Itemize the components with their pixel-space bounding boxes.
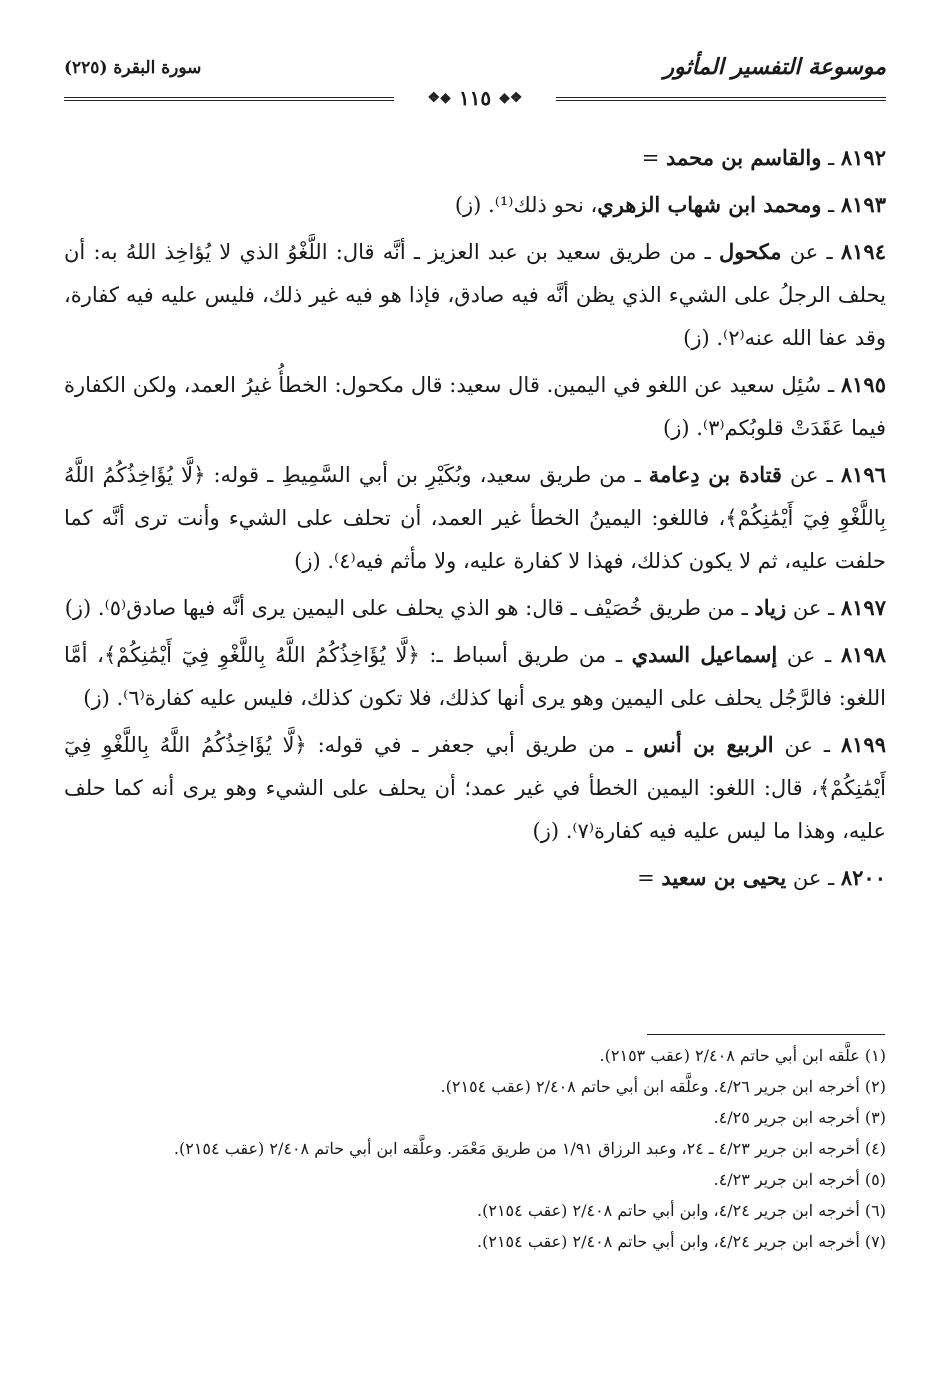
narration-entry — [64, 136, 886, 180]
entry-number: ٨١٩٧ — [840, 595, 886, 620]
footnote: (٥) أخرجه ابن جرير ٤/٢٣. — [713, 1170, 886, 1189]
narrator-name: قتادة بن دِعامة — [648, 462, 782, 487]
entry-text: ، نحو ذلك⁽¹⁾. (ز) — [454, 193, 598, 217]
narration-entry — [64, 230, 886, 360]
entry-number: ٨١٩٦ — [840, 462, 886, 487]
surah-label: سورة البقرة (٢٢٥) — [64, 58, 202, 78]
narrator-name: الربيع بن أنس — [643, 732, 774, 757]
entry-prefix: ـ عن — [786, 596, 841, 620]
entry-number: ٨١٩٥ — [840, 372, 886, 397]
entry-number: ٨١٩٣ — [840, 192, 886, 217]
entry-number: ٨٢٠٠ — [840, 865, 886, 890]
narrator-name: ومحمد ابن شهاب الزهري — [597, 192, 822, 217]
narration-entry — [64, 586, 886, 630]
entry-text: ـ من طريق سعيد، وبُكَيْرِ بن أبي السَّمِيطِ ـ قوله: ﴿لَّا يُؤَاخِذُكُمُ اللَّهُ بِاللَّغْوِ فِيٓ أَيْمَٰنِكُمْ﴾، فاللغو: اليمينُ الخطأ غير العمد، أن تحلف على الشيء وأنت ترى أنَّه كما حلفت عليه، ثم لا يكون كذلك، فهذا لا كفارة عليه، ولا مأثم فيه⁽٤⁾. (ز) — [64, 463, 886, 573]
footnote-rule — [647, 1034, 885, 1035]
narration-entry — [64, 723, 886, 853]
entry-prefix: ـ عن — [786, 866, 841, 890]
page-header — [64, 44, 886, 114]
entry-number: ٨١٩٩ — [840, 732, 886, 757]
entry-number: ٨١٩٤ — [840, 239, 886, 264]
narrator-name: والقاسم بن محمد — [665, 145, 822, 170]
page-number-block — [428, 86, 523, 110]
narration-entry — [64, 856, 886, 900]
entry-text: سُئِل سعيد عن اللغو في اليمين. قال سعيد: قال مكحول: الخطأُ غيرُ العمد، ولكن الكفارة فيما عَقَدَتْ قلوبُكم⁽٣⁾. (ز) — [64, 373, 886, 440]
narration-entry — [64, 453, 886, 583]
narration-entry — [64, 633, 886, 720]
narrator-name: يحيى بن سعيد — [661, 865, 787, 890]
footnote: (٤) أخرجه ابن جرير ٤/٢٣ ـ ٢٤، وعبد الرزاق ١/٩١ من طريق مَعْمَر. وعلَّقه ابن أبي حاتم ٢/٤٠٨ (عقب ٢١٥٤). — [173, 1139, 886, 1158]
entry-prefix: ـ — [821, 146, 841, 170]
narration-entry — [64, 363, 886, 450]
header-rule — [64, 86, 886, 112]
entry-text: ـ من طريق أسباط ـ: ﴿لَّا يُؤَاخِذُكُمُ اللَّهُ بِاللَّغْوِ فِيٓ أَيْمَٰنِكُمْ﴾، أمَّا اللغو: فالرَّجُل يحلف على اليمين وهو يرى أنها كذلك، فلا تكون كذلك، فليس عليه كفارة⁽٦⁾. (ز) — [64, 643, 886, 710]
ornament-icon: ◆❖ — [499, 90, 523, 106]
entry-number: ٨١٩٨ — [840, 642, 886, 667]
footnote: (٦) أخرجه ابن جرير ٤/٢٤، وابن أبي حاتم ٢/٤٠٨ (عقب ٢١٥٤). — [477, 1201, 886, 1220]
narrator-name: إسماعيل السدي — [631, 642, 778, 667]
entry-text: ـ من طريق خُصَيْف ـ قال: هو الذي يحلف على اليمين يرى أنَّه فيها صادق⁽٥⁾. (ز) — [64, 596, 755, 620]
ornament-icon: ❖◆ — [427, 90, 451, 106]
footnote: (١) علَّقه ابن أبي حاتم ٢/٤٠٨ (عقب ٢١٥٣). — [599, 1046, 886, 1065]
entry-prefix: ـ عن — [777, 643, 841, 667]
entry-prefix: ـ — [821, 373, 841, 397]
narrator-name: مكحول — [719, 239, 782, 264]
entry-number: ٨١٩٢ — [840, 145, 886, 170]
entry-text: = — [641, 146, 666, 170]
main-text — [64, 136, 886, 903]
header-rule-left — [64, 97, 394, 101]
footnote: (٣) أخرجه ابن جرير ٤/٢٥. — [713, 1108, 886, 1127]
entry-prefix: ـ — [821, 193, 841, 217]
narrator-name: زياد — [754, 595, 787, 620]
header-rule-right — [556, 97, 886, 101]
entry-text: ـ من طريق أبي جعفر ـ في قوله: ﴿لَّا يُؤَاخِذُكُمُ اللَّهُ بِاللَّغْوِ فِيٓ أَيْمَٰنِكُمْ﴾، قال: اللغو: اليمين الخطأ في غير عمد؛ أن يحلف على الشيء وهو يرى أنه كما حلف عليه، وهذا ما ليس عليه فيه كفارة⁽٧⁾. (ز) — [64, 733, 886, 843]
entry-prefix: ـ عن — [773, 733, 841, 757]
footnote: (٢) أخرجه ابن جرير ٤/٢٦. وعلَّقه ابن أبي حاتم ٢/٤٠٨ (عقب ٢١٥٤). — [440, 1077, 886, 1096]
footnote: (٧) أخرجه ابن جرير ٤/٢٤، وابن أبي حاتم ٢/٤٠٨ (عقب ٢١٥٤). — [477, 1232, 886, 1251]
entry-prefix: ـ عن — [781, 463, 841, 487]
entry-text: = — [637, 866, 662, 890]
narration-entry — [64, 183, 886, 227]
footnotes — [64, 1040, 886, 1257]
entry-prefix: ـ عن — [781, 240, 841, 264]
book-title: موسوعة التفسير المأثور — [663, 54, 886, 80]
entry-text: ـ من طريق سعيد بن عبد العزيز ـ أنَّه قال: اللَّغْوُ الذي لا يُؤاخِذ اللهُ به: أن يحلف الرجلُ على الشيء الذي يظن أنَّه فيه صادق، فإذا هو فيه غير ذلك، فليس عليه فيه كفارة، وقد عفا الله عنه⁽٢⁾. (ز) — [64, 240, 886, 350]
page-number: ١١٥ — [458, 86, 492, 110]
